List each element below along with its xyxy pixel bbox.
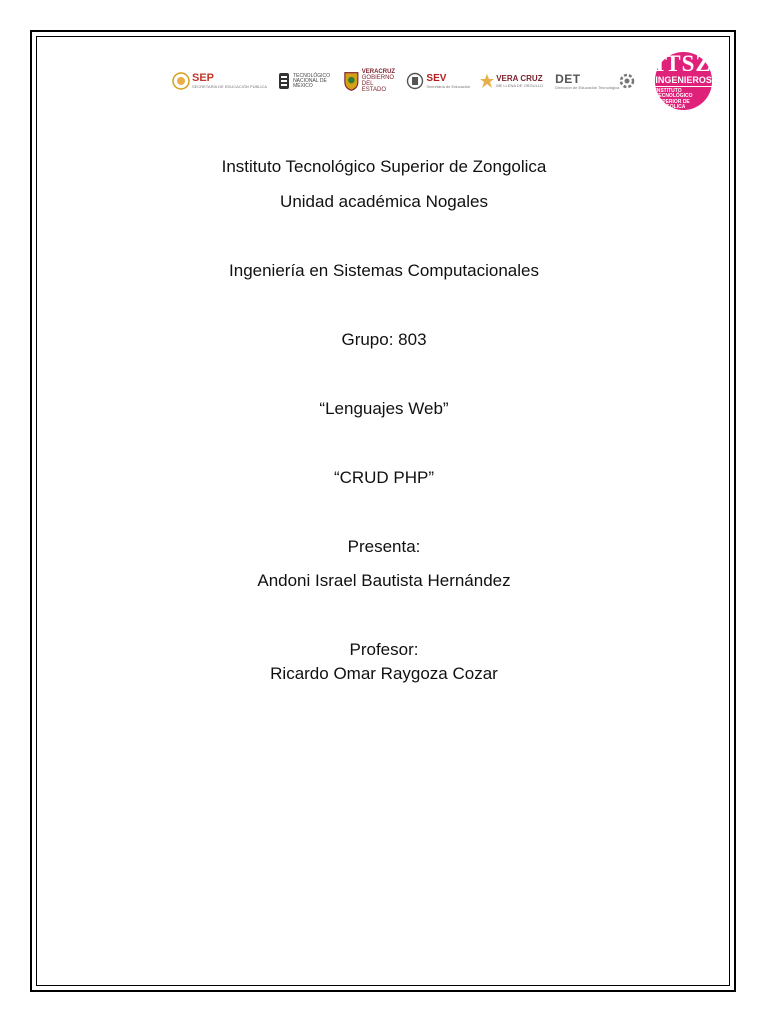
det-label: DET (555, 71, 581, 86)
assignment-title: “CRUD PHP” (333, 468, 435, 487)
veracruz-orgullo-logo (480, 74, 543, 88)
itsz-sub: INGENIEROS (655, 75, 712, 85)
institution-name: Instituto Tecnológico Superior de Zongolica (221, 157, 547, 176)
veracruz-star-icon (480, 74, 494, 88)
det-logo (553, 73, 635, 90)
sev-sub: Secretaría de Educación (426, 83, 471, 89)
tecnm-logo (277, 72, 333, 90)
group-number: Grupo: 803 (341, 330, 427, 349)
academic-unit: Unidad académica Nogales (280, 192, 488, 211)
sev-logo (406, 71, 470, 91)
professor-label: Profesor: (349, 640, 419, 659)
professor-name: Ricardo Omar Raygoza Cozar (270, 664, 498, 683)
itsz-title: ITSZ (655, 51, 712, 76)
itsz-line1: INSTITUTO TECNOLÓGICO (655, 88, 693, 99)
logo-strip (172, 50, 712, 112)
course-name: “Lenguajes Web” (319, 399, 449, 418)
presenter-name: Andoni Israel Bautista Hernández (257, 571, 511, 590)
veracruz-shield-icon (343, 70, 360, 92)
vera-cruz-sub: ME LLENA DE ORGULLO (496, 82, 544, 88)
sep-emblem-icon (172, 72, 190, 90)
tecnm-emblem-icon (277, 72, 291, 90)
sep-label: SEP (192, 72, 215, 84)
presenter-label: Presenta: (347, 537, 421, 556)
det-gear-icon (619, 73, 635, 89)
sev-label: SEV (426, 72, 447, 84)
sep-logo (172, 72, 267, 90)
veracruz-line3: DEL ESTADO (361, 81, 386, 93)
career-name: Ingeniería en Sistemas Computacionales (229, 261, 539, 280)
sev-emblem-icon (406, 71, 424, 91)
vera-cruz-label: VERA CRUZ (496, 73, 543, 83)
veracruz-label: VERACRUZ (361, 69, 396, 75)
veracruz-gobierno-logo (343, 69, 396, 93)
veracruz-line2: GOBIERNO (361, 75, 395, 81)
itsz-line2: SUPERIOR DE ZONGOLICA (655, 99, 690, 110)
itsz-logo (655, 52, 712, 110)
page-border-inner (36, 36, 730, 986)
sep-sub: SECRETARÍA DE EDUCACIÓN PÚBLICA (192, 84, 268, 89)
tecnm-label: TECNOLÓGICO NACIONAL DE MÉXICO (293, 72, 331, 89)
det-sub: Dirección de Educación Tecnológica (555, 84, 620, 90)
